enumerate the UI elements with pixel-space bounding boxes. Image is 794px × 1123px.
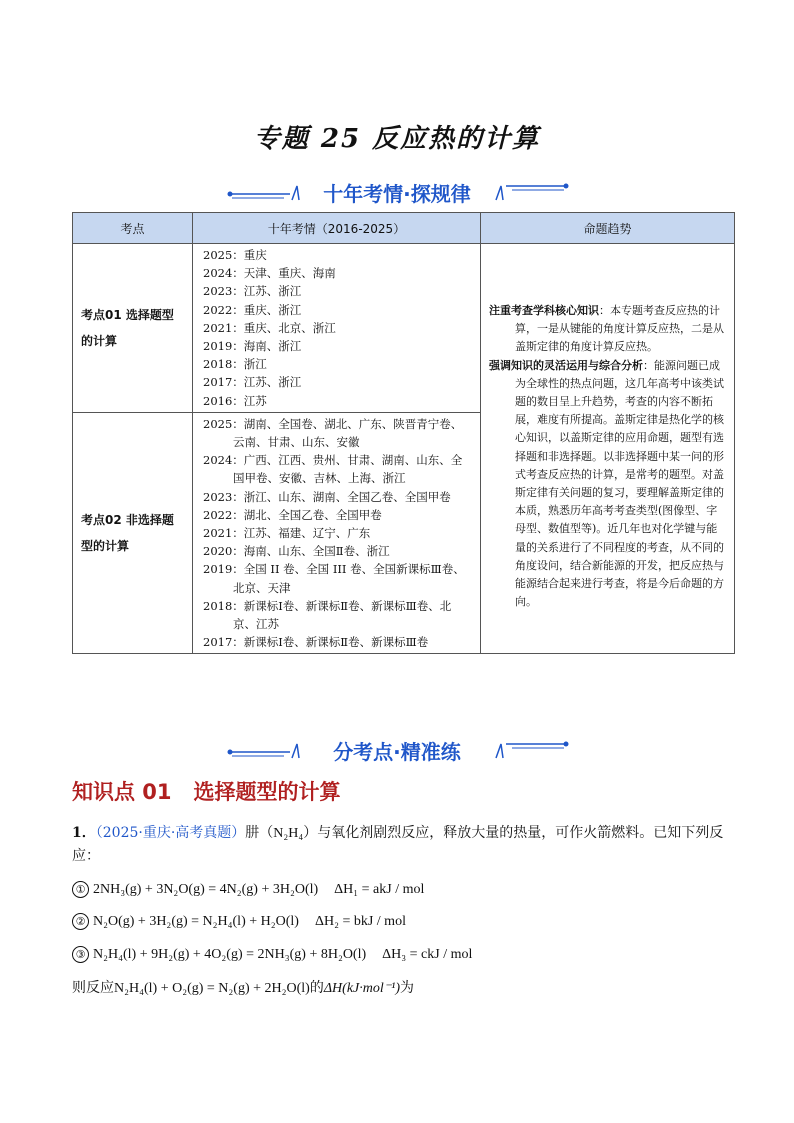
equation-marker: ③ — [72, 946, 89, 963]
enthalpy: ΔH₂ = bkJ / mol — [314, 914, 406, 929]
table-header: 十年考情（2016-2025） — [193, 213, 481, 244]
table-row — [73, 244, 735, 413]
section-banner-practice — [0, 734, 794, 764]
equation-line — [72, 878, 424, 901]
year-line: 2019：海南、浙江 — [203, 339, 302, 354]
topic-cell: 考点01 选择题型的计算 — [73, 244, 193, 413]
table-header: 命题趋势 — [481, 213, 735, 244]
section-banner-history — [0, 176, 794, 206]
target-equation: N₂H₄(l) + O₂(g) = N₂(g) + 2H₂O(l) — [114, 981, 310, 996]
stem-formula: N₂H₄ — [273, 826, 304, 841]
banner-title: 十年考情·探规律 — [323, 182, 471, 206]
years-cell — [193, 412, 481, 654]
enthalpy-unit: ΔH(kJ·mol⁻¹) — [323, 981, 401, 996]
year-line: 2024：天津、重庆、海南 — [203, 266, 336, 281]
ask-text: 为 — [400, 980, 415, 996]
section-label: 知识点 01 — [72, 780, 172, 804]
year-line: 2022：重庆、浙江 — [203, 302, 302, 317]
exam-history-table — [72, 212, 735, 654]
year-line: 2016：江苏 — [203, 393, 267, 408]
table-header-row — [73, 213, 735, 244]
ask-text: 则反应 — [72, 980, 114, 996]
section-heading — [72, 776, 363, 806]
years-cell — [193, 244, 481, 413]
year-line: 2018：新课标Ⅰ卷、新课标Ⅱ卷、新课标Ⅲ卷、北京、江苏 — [203, 598, 452, 632]
stem-text: ）与氧化剂剧烈反应，释放大量的热量，可作火箭燃料。已知下列反应： — [72, 825, 724, 864]
year-line: 2020：海南、山东、全国Ⅱ卷、浙江 — [203, 544, 390, 559]
trend-text: ：本专题考查反应热的计算，一是从键能的角度计算反应热，二是从盖斯定律的角度计算反应热。 — [515, 304, 724, 354]
page-title: 专题 25 反应热的计算 — [253, 124, 541, 154]
year-line: 2019：全国 II 卷、全国 III 卷、全国新课标Ⅲ卷、北京、天津 — [203, 562, 465, 595]
equation: 2NH₃(g) + 3N₂O(g) = 4N₂(g) + 3H₂O(l) — [93, 882, 319, 897]
equation: N₂H₄(l) + 9H₂(g) + 4O₂(g) = 2NH₃(g) + 8H₂O(l) — [93, 947, 367, 962]
year-line: 2021：重庆、北京、浙江 — [203, 320, 336, 335]
trend-paragraph — [489, 302, 726, 357]
enthalpy: ΔH₁ = akJ / mol — [334, 882, 425, 897]
enthalpy: ΔH₃ = ckJ / mol — [382, 947, 473, 962]
year-line: 2022：湖北、全国乙卷、全国甲卷 — [203, 507, 382, 522]
year-line: 2025：湖南、全国卷、湖北、广东、陕晋青宁卷、云南、甘肃、山东、安徽 — [203, 416, 463, 450]
ask-text: 的 — [309, 980, 324, 996]
equation-line — [72, 910, 406, 933]
section-title: 选择题型的计算 — [193, 780, 341, 804]
topic-cell: 考点02 非选择题型的计算 — [73, 412, 193, 654]
equation: N₂O(g) + 3H₂(g) = N₂H₄(l) + H₂O(l) — [93, 914, 299, 929]
stem-text: 肼（ — [245, 825, 274, 841]
equation-line — [72, 943, 472, 966]
question-stem — [72, 822, 732, 867]
trend-text: ：能源问题已成为全球性的热点问题，这几年高考中该类试题的数目呈上升趋势，考查的内容不断拓展，难度有所提高。盖斯定律是热化学的核心知识，以盖斯定律的应用命题，题型有选择题和非选择题。以非选择题中某一问的形式考查反应热的计算，是常考的题型。对盖斯定律有关问题的复习，要理解盖斯定律的本质，熟悉历年高考考查类型(图像型、字母型、数值型等)。近几年也对化学键与能量的关系进行了不同程度的考查，从不同的角度设问，结合新能源的开发，把反应热与能源结合起来进行考查，将是今后命题的方向。 — [515, 358, 724, 609]
trend-cell — [481, 244, 735, 654]
question-number: 1． — [72, 825, 96, 841]
trend-paragraph — [489, 357, 726, 612]
table-header: 考点 — [73, 213, 193, 244]
question-source: （2025·重庆·高考真题） — [95, 825, 246, 841]
year-line: 2025：重庆 — [203, 248, 267, 262]
trend-bold: 注重考查学科核心知识 — [489, 304, 599, 317]
equation-marker: ② — [72, 913, 89, 930]
year-line: 2024：广西、江西、贵州、甘肃、湖南、山东、全国甲卷、安徽、吉林、上海、浙江 — [203, 453, 463, 486]
question-ask — [72, 977, 414, 1000]
year-line: 2023：江苏、浙江 — [203, 284, 302, 299]
year-line: 2018：浙江 — [203, 357, 267, 372]
year-line: 2021：江苏、福建、辽宁、广东 — [203, 526, 371, 541]
equation-marker: ① — [72, 881, 89, 898]
year-line: 2017：新课标Ⅰ卷、新课标Ⅱ卷、新课标Ⅲ卷 — [203, 635, 429, 650]
year-line: 2023：浙江、山东、湖南、全国乙卷、全国甲卷 — [203, 489, 451, 504]
year-line: 2017：江苏、浙江 — [203, 375, 302, 390]
trend-bold: 强调知识的灵活运用与综合分析 — [489, 358, 643, 372]
banner-title: 分考点·精准练 — [333, 740, 461, 764]
